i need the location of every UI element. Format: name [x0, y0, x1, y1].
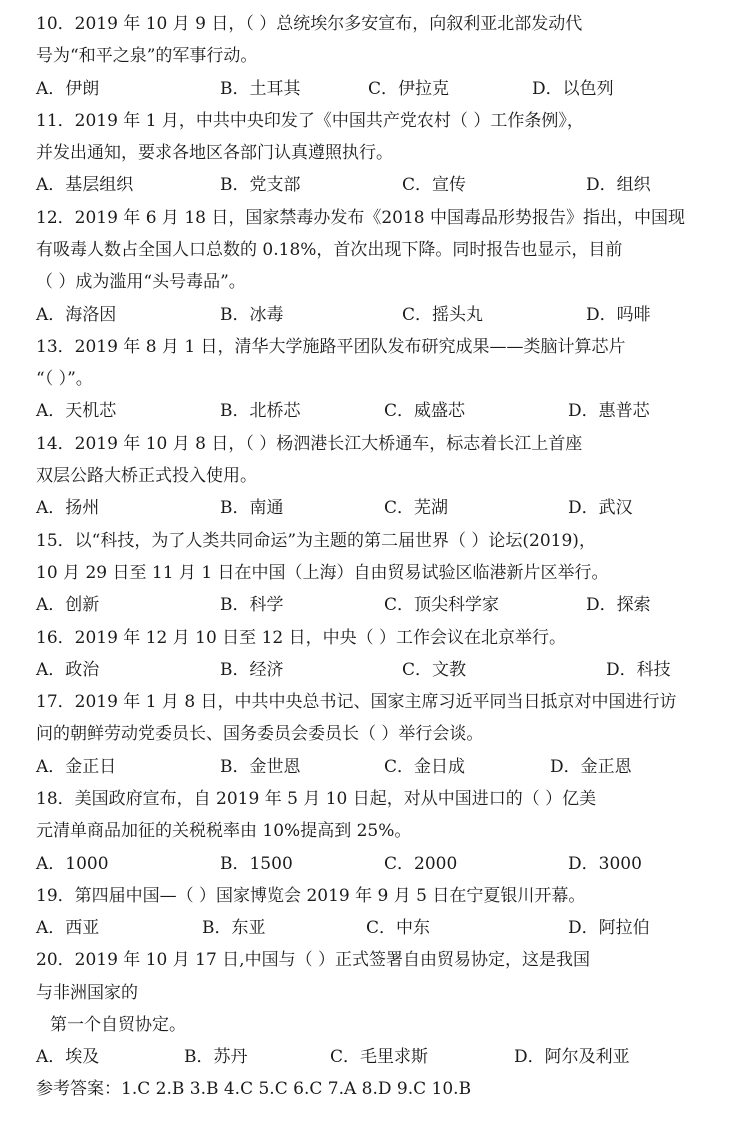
option-b: B．冰毒 — [220, 305, 284, 325]
question-20-options — [36, 1045, 708, 1069]
question-16-line-1: 16．2019 年 12 月 10 日至 12 日，中央（ ）工作会议在北京举行。 — [36, 628, 567, 648]
option-a: A．埃及 — [36, 1047, 100, 1067]
option-c: C．中东 — [366, 918, 431, 938]
option-a: A．伊朗 — [36, 79, 100, 99]
question-20-line-2: 与非洲国家的 — [36, 983, 138, 1003]
option-c: C．毛里求斯 — [330, 1047, 429, 1067]
question-12-options — [36, 303, 708, 327]
option-c: C．威盛芯 — [384, 401, 466, 421]
option-c: C．芜湖 — [384, 498, 449, 518]
question-12-line-3: （ ）成为滥用“头号毒品”。 — [36, 272, 246, 292]
option-d: D．吗啡 — [586, 305, 651, 325]
option-a: A．海洛因 — [36, 305, 117, 325]
question-15-line-2: 10 月 29 日至 11 月 1 日在中国（上海）自由贸易试验区临港新片区举行。 — [36, 563, 609, 583]
question-18-options — [36, 852, 708, 876]
option-b: B．经济 — [220, 660, 284, 680]
option-c: C．摇头丸 — [402, 305, 484, 325]
option-c: C．宣传 — [402, 175, 467, 195]
question-11-line-2: 并发出通知，要求各地区各部门认真遵照执行。 — [36, 143, 393, 163]
question-17-line-2: 问的朝鲜劳动党委员长、国务委员会委员长（ ）举行会谈。 — [36, 724, 484, 744]
option-a: A．金正日 — [36, 757, 117, 777]
option-d: D．以色列 — [532, 79, 614, 99]
question-12-line-1: 12．2019 年 6 月 18 日，国家禁毒办发布《2018 中国毒品形势报告》指出，中国现 — [36, 208, 686, 228]
option-b: B．科学 — [220, 595, 284, 615]
option-d: D．武汉 — [568, 498, 633, 518]
question-13-line-1: 13．2019 年 8 月 1 日，清华大学施路平团队发布研究成果——类脑计算芯片 — [36, 337, 626, 357]
option-c: C．2000 — [384, 854, 458, 874]
question-19-options — [36, 916, 708, 940]
option-a: A．扬州 — [36, 498, 100, 518]
option-d: D．组织 — [586, 175, 651, 195]
question-10-line-2: 号为“和平之泉”的军事行动。 — [36, 46, 258, 66]
question-14-line-2: 双层公路大桥正式投入使用。 — [36, 466, 257, 486]
question-13-options — [36, 399, 708, 423]
question-10-line-1: 10．2019 年 10 月 9 日，（ ）总统埃尔多安宣布，向叙利亚北部发动代 — [36, 14, 583, 34]
option-b: B．东亚 — [202, 918, 266, 938]
option-b: B．土耳其 — [220, 79, 301, 99]
option-d: D．3000 — [568, 854, 642, 874]
option-a: A．创新 — [36, 595, 100, 615]
question-11-line-1: 11．2019 年 1 月，中共中央印发了《中国共产党农村（ ）工作条例》， — [36, 111, 584, 131]
question-13-line-2: “（ ）”。 — [36, 369, 93, 389]
option-a: A．西亚 — [36, 918, 100, 938]
option-c: C．顶尖科学家 — [384, 595, 500, 615]
option-b: B．南通 — [220, 498, 284, 518]
question-15-options — [36, 593, 708, 617]
option-d: D．探索 — [586, 595, 651, 615]
option-b: B．北桥芯 — [220, 401, 301, 421]
option-b: B．金世恩 — [220, 757, 301, 777]
option-d: D．阿拉伯 — [568, 918, 650, 938]
option-a: A．天机芯 — [36, 401, 117, 421]
question-14-options — [36, 496, 708, 520]
option-b: B．苏丹 — [184, 1047, 248, 1067]
question-11-options — [36, 173, 708, 197]
option-c: C．文教 — [402, 660, 467, 680]
question-20-line-1: 20．2019 年 10 月 17 日,中国与（ ）正式签署自由贸易协定，这是我国 — [36, 950, 590, 970]
option-a: A．政治 — [36, 660, 100, 680]
option-d: D．惠普芯 — [568, 401, 650, 421]
question-17-options — [36, 755, 708, 779]
option-b: B．党支部 — [220, 175, 301, 195]
option-d: D．金正恩 — [550, 757, 632, 777]
question-18-line-2: 元清单商品加征的关税税率由 10%提高到 25%。 — [36, 821, 412, 841]
option-d: D．科技 — [606, 660, 671, 680]
option-c: C．伊拉克 — [368, 79, 450, 99]
question-19-line-1: 19．第四届中国—（ ）国家博览会 2019 年 9 月 5 日在宁夏银川开幕。 — [36, 886, 586, 906]
question-15-line-1: 15．以“科技，为了人类共同命运”为主题的第二届世界（ ）论坛(2019)， — [36, 531, 596, 551]
option-b: B．1500 — [220, 854, 293, 874]
option-d: D．阿尔及利亚 — [514, 1047, 630, 1067]
option-c: C．金日成 — [384, 757, 466, 777]
question-14-line-1: 14．2019 年 10 月 8 日，（ ）杨泗港长江大桥通车，标志着长江上首座 — [36, 434, 583, 454]
option-a: A．1000 — [36, 854, 109, 874]
question-16-options — [36, 658, 708, 682]
question-10-options — [36, 77, 708, 101]
answer-key: 参考答案：1.C 2.B 3.B 4.C 5.C 6.C 7.A 8.D 9.C 10.B — [36, 1079, 472, 1099]
option-a: A．基层组织 — [36, 175, 134, 195]
question-17-line-1: 17．2019 年 1 月 8 日，中共中央总书记、国家主席习近平同当日抵京对中国进行访 — [36, 692, 677, 712]
question-20-line-3: 第一个自贸协定。 — [50, 1015, 186, 1035]
question-12-line-2: 有吸毒人数占全国人口总数的 0.18%，首次出现下降。同时报告也显示，目前 — [36, 240, 623, 260]
question-18-line-1: 18．美国政府宣布，自 2019 年 5 月 10 日起，对从中国进口的（ ）亿美 — [36, 789, 597, 809]
